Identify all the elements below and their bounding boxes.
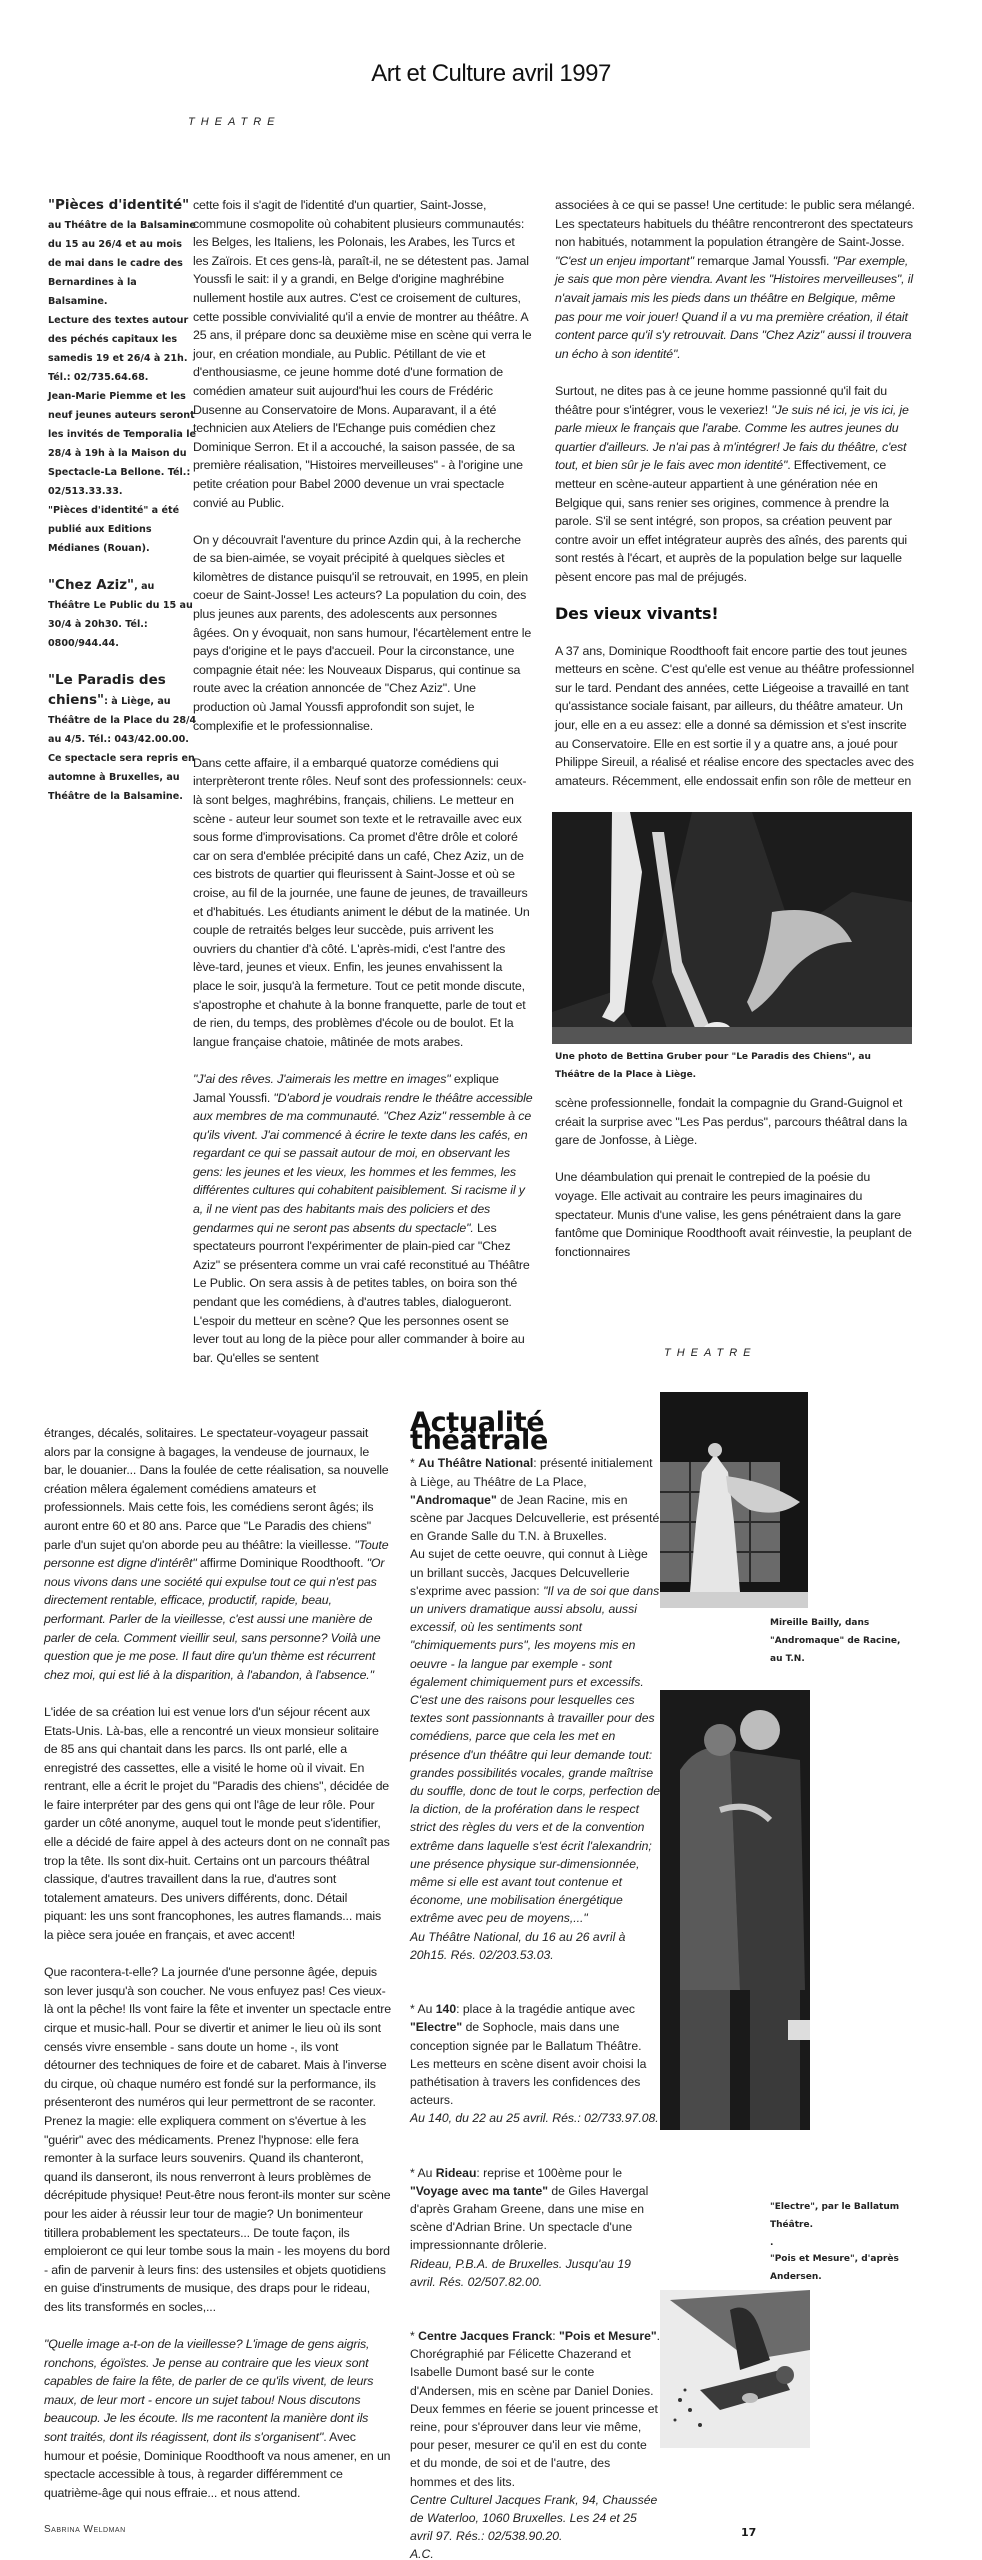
photo-andromaque [660, 1392, 808, 1608]
paragraph: Une déambulation qui prenait le contrepied de la poésie du voyage. Elle activait au contraire les peurs imaginaires du spectateur. Munis d'une valise, les gens pénétraient dans la gare fantôme que Dominique Roodthooft avait réinvestie, la peuplant de fonctionnaires [555, 1170, 912, 1259]
paragraph [193, 1070, 533, 1368]
text: : [552, 2328, 560, 2343]
text: . Avec humour et poésie, Dominique Roodthooft va nous amener, en un spectacle accessible à tous, à regarder différemment ce quatrième-âge qui nous effraie... et nous attend. [44, 2430, 391, 2500]
author-byline: Sabrina Weldman [44, 2524, 126, 2536]
venue-name: Au Théâtre National [418, 1456, 534, 1471]
text: : reprise et 100ème pour le [476, 2165, 623, 2180]
paragraph [44, 2335, 392, 2502]
text: : place à la tragédie antique avec [456, 2002, 635, 2017]
play-title: "Electre" [410, 2020, 463, 2035]
paragraph: L'idée de sa création lui est venue lors d'un séjour récent aux Etats-Unis. Là-bas, elle a rencontré un vieux monsieur solitaire de 85 ans qui chantait dans les parcs. Ils ont parlé, elle a enregistré des cassettes, elle a visité le home où il vivait. En rentrant, elle a écrit le projet du "Paradis des chiens", décidée de le faire interpréter par des gens qui ont l'âge de leur rôle. Pour garder un côté anonyme, auquel tout le monde peut s'identifier, elle a décidé de faire appel à des acteurs dont on ne connaît pas trop la tête. Ils sont dix-huit. Certains ont un parcours théâtral classique, d'autres travaillent dans la rue, d'autres sont totalement amateurs. Des univers différents, donc. Détail piquant: les uns sont francophones, les autres flamands... mais la pièce sera jouée en français, et avec accent! [44, 1704, 390, 1943]
text: remarque Jamal Youssfi. [693, 253, 833, 268]
sidebar-item-text: "Pièces d'identité" a été publié aux Editions Médianes (Rouan). [48, 505, 180, 554]
sidebar-practical-info [48, 196, 198, 824]
photo-two-women-floor-illustration [660, 2290, 810, 2448]
article-column-right [555, 196, 915, 809]
paragraph [555, 382, 915, 587]
paragraph: scène professionnelle, fondait la compagnie du Grand-Guignol et créait la surprise avec "Les Pas perdus", parcours théâtral dans la gare de Jonfosse, à Liège. [555, 1096, 908, 1148]
paragraph [555, 196, 915, 363]
play-title: "Pois et Mesure" [559, 2328, 657, 2343]
photo-caption-paradis: Une photo de Bettina Gruber pour "Le Paradis des Chiens", au Théâtre de la Place à Liège. [555, 1052, 871, 1080]
photo-caption-andromaque: Mireille Bailly, dans "Andromaque" de Racine, au T.N. [770, 1618, 901, 1664]
text: associées à ce qui se passe! Une certitude: le public sera mélangé. Les spectateurs habituels du théâtre rencontreront des spectateurs non habitués, notamment la population étrangère de Saint-Josse. [555, 198, 915, 250]
photo-caption-electre: "Electre", par le Ballatum Théâtre. [770, 2202, 900, 2230]
sidebar-item-text: au Théâtre de la Balsamine du 15 au 26/4 et au mois de mai dans le cadre des Bernardines à la Balsamine. [48, 220, 196, 307]
venue-name: Centre Jacques Franck [418, 2328, 553, 2343]
photo-two-actors-illustration [660, 1690, 810, 2130]
article-column-middle [193, 196, 533, 1386]
venue-name: Rideau [435, 2165, 477, 2180]
listing-info: Au 140, du 22 au 25 avril. Rés.: 02/733.97.08. [410, 2111, 659, 2126]
sidebar-item-pieces-identite [48, 196, 198, 558]
photo-paradis-des-chiens [552, 812, 912, 1044]
text: Surtout, ne dites pas à ce jeune homme passionné qu'il fait du théâtre pour s'intégrer, vous le vexeriez! [555, 383, 887, 417]
text: . Chorégraphié par Félicette Chazerand et Isabelle Dumont basé sur le conte d'Andersen, mis en scène par Daniel Donies. [410, 2328, 661, 2398]
photo-caption-pois-mesure: "Pois et Mesure", d'après Andersen. [770, 2254, 899, 2282]
paragraph: A 37 ans, Dominique Roodthooft fait encore partie des tout jeunes metteurs en scène. C'est qu'elle est venue au théâtre professionnel sur le tard. Pendant des années, cette Liégeoise a travaillé en tant qu'assistance sociale faisant, par ailleurs, du théâtre amateur. Un jour, elle en a eu assez: elle a donné sa démission et s'est inscrite au Conservatoire. Elle en est sortie il y a quatre ans, a joué pour Philippe Sireuil, a réalisé et réalise encore des spectacles avec des amateurs. Récemment, elle endossait enfin son rôle de metteur en [555, 643, 915, 788]
sidebar-item-title: "Le Paradis des chiens" [48, 672, 166, 708]
sidebar-item-text: : à Liège, au Théâtre de la Place du 28/4 au 4/5. Tél.: 043/42.00.00. Ce spectacle sera repris en automne à Bruxelles, au Théâtre de la Balsamine. [48, 696, 197, 802]
quote: "Or nous vivons dans une société qui expulse tout ce qui n'est pas directement rentable, efficace, productif, rapide, beau, performant. Parler de la vieillesse, c'est aussi une manière de parler de cela. Comment vieillir seul, sans personne? Voilà une question que je me pose. Il faut dire qu'un thème est récurrent chez moi, qui est lié à la disparition, à l'abandon, à l'absence." [44, 1556, 385, 1682]
sidebar-item-chez-aziz [48, 576, 198, 653]
quote: "Il va de soi que dans un univers dramatique aussi absolu, aussi excessif, où les sentiments sont "chimiquements purs", les moyens mis en oeuvre - la langue par exemple - sont également chimiquement purs et excessifs. C'est une des raisons pour lesquelles ces textes sont passionnants à travailler pour des comédiens, parce que cela les met en présence d'un théâtre qui leur demande tout: grandes possibilités vocales, grande maîtrise du souffle, donc de tout le corps, perfection de la diction, de la profération dans le respect strict des règles du vers et de la convention extrême dans laquelle s'est écrit l'alexandrin; une présence physique sur-dimensionnée, même si elle est avant tout contenue et économe, une mobilisation énergétique extrême avec peu de moyens,..." [410, 1583, 661, 1926]
text: Les spectateurs pourront l'expérimenter de plain-pied car "Chez Aziz" se présentera comme un vrai café reconstitué au Théâtre Le Public. On sera assis à de petites tables, on boira son thé pendant que les comédiens, à d'autres tables, dialogueront. L'espoir du metteur en scène? Que les personnes osent se lever tout au long de la pièce pour aller commander à boire au bar. Qu'elles se sentent [193, 1220, 530, 1365]
actualite-title: Actualité théâtrale [410, 1407, 548, 1457]
text: étranges, décalés, solitaires. Le spectateur-voyageur passait alors par la consigne à bagages, la vendeuse de journaux, le bar, le douanier... Dans la foulée de cette réalisation, sa nouvelle création mêlera également comédiens amateurs et professionnels. Mais cette fois, les comédiens seront âgés; ils auront entre 60 et 80 ans. Parce que "Le Paradis des chiens" parle d'un sujet qu'on aborde peu au théâtre: la vieillesse. [44, 1426, 389, 1552]
sidebar-item-title: "Pièces d'identité" [48, 197, 190, 213]
text: . Effectivement, ce metteur en scène-auteur appartient à une génération née en Belgique qui, sans renier ses origines, commence à prendre la parole. S'il se sent intégré, son propos, sa création peuvent par contre avoir un effet intégrateur auprès des aînés, des parents qui sont restés à l'écart, et auprès de la population belge sur laquelle pèsent encore pas mal de préjugés. [555, 458, 908, 584]
quote: "Je suis né ici, je vis ici, je parle mieux le français que l'arabe. Comme les autres jeunes du quartier d'ailleurs. Je n'ai pas à m'intégrer! Je fais du théâtre, c'est tout, et bien sûr je le fais avec mon identité" [555, 402, 909, 473]
quote: "Quelle image a-t-on de la vieillesse? L'image de gens aigris, ronchons, égoïstes. Je pense au contraire que les vieux sont capables de faire la fête, de parler de ce qu'ils vivent, de leurs maux, de leur mort - encore un sujet tabou! Nous discutons beaucoup. Je les écoute. Ils me racontent la manière dont ils sont traités, dont ils réagissent, dont ils s'organisent" [44, 2337, 374, 2445]
article-column-left-page2 [44, 1424, 392, 2540]
sidebar-item-paradis-chiens [48, 671, 198, 806]
sidebar-item-text: , au Théâtre Le Public du 15 au 30/4 à 20h30. Tél.: 0800/944.44. [48, 581, 193, 649]
section-label-theatre-page2: THEATRE [664, 1347, 757, 1359]
quote: "Par exemple, je sais que mon père viendra. Avant les "Histoires merveilleuses", il n'avait jamais mis les pieds dans un théâtre en Belgique, même pas pour me voir jouer! Quand il a vu ma première création, il était content parce qu'il s'y retrouvait. Dans "Chez Aziz" aussi il trouvera un écho à son identité". [555, 253, 913, 361]
paragraph: cette fois il s'agit de l'identité d'un quartier, Saint-Josse, commune cosmopolite où cohabitent plusieurs communautés: les Belges, les Italiens, les Polonais, les Arabes, les Turcs et les Zaïrois. Et ces gens-là, paraît-il, ne se détestent pas. Jamal Youssfi le sait: il y a grandi, en Belge d'origine maghrébine nullement hostile aux autres. C'est ce croisement de cultures, cette possible convivialité qu'il a envie de montrer au théâtre. A 25 ans, il prépare donc sa deuxième mise en scène qui verra le jour, en création mondiale, au Public. Pétillant de vie et d'enthousiasme, ce jeune homme doté d'une formation de comédien amateur suit aujourd'hui les cours de Frédéric Dusenne au Conservatoire de Mons. Auparavant, il a été technicien aux Ateliers de l'Echange puis comédien chez Dominique Serron. Et il a accouché, la saison passée, de sa première réalisation, "Histoires merveilleuses" - à l'origine une petite création pour Babel 2000 devenue un vrai spectacle convié au Public. [193, 198, 532, 510]
play-title: "Andromaque" [410, 1492, 497, 1507]
article-column-right-continued [555, 1094, 915, 1280]
caption-separator: . [770, 2238, 774, 2248]
photo-pois-et-mesure [660, 2290, 810, 2448]
listing-140: * Au 140: place à la tragédie antique avec "Electre" de Sophocle, mais dans une conception signée par le Ballatum Théâtre. Les metteurs en scène disent avoir choisi la pathétisation à travers les confidences des acteurs. Au 140, du 22 au 25 avril. Rés.: 02/733.97.08. [410, 2002, 659, 2126]
photo-legs-illustration [552, 812, 912, 1044]
actualite-theatrale-box [410, 1407, 661, 2560]
author-signature: A.C. [410, 2547, 434, 2560]
photo-woman-in-dress-illustration [660, 1392, 808, 1608]
subheading-des-vieux-vivants: Des vieux vivants! [555, 604, 719, 624]
listing-theatre-national: * Au Théâtre National: présenté initialement à Liège, au Théâtre de La Place, "Andromaque" de Jean Racine, mis en scène par Jacques Delcuvellerie, est présenté en Grande Salle du T.N. à Bruxelles. Au sujet de cette oeuvre, qui connut à Liège un brillant succès, Jacques Delcuvellerie s'exprime avec passion: "Il va de soi que dans un univers dramatique aussi absolu, aussi excessif, où les sentiments sont "chimiquements purs", les moyens mis en oeuvre - la langue par exemple - sont également chimiquement purs et excessifs. C'est une des raisons pour lesquelles ces textes sont passionnants à travailler pour des comédiens, parce que cela les met en présence d'un théâtre qui leur demande tout: grandes possibilités vocales, grande maîtrise du souffle, donc de tout le corps, perfection de la diction, de la profération dans le respect strict des règles du vers et de la convention extrême dans laquelle s'est écrit l'alexandrin; une présence physique sur-dimensionnée, même si elle est avant tout contenue et économe, une mobilisation énergétique extrême avec peu de moyens,..." Au Théâtre National, du 16 au 26 avril à 20h15. Rés. 02/203.53.03. [410, 1456, 661, 1962]
paragraph: On y découvrait l'aventure du prince Azdin qui, à la recherche de sa bien-aimée, se voyait précipité à quelques siècles et kilomètres de distance puisqu'il se retrouvait, en 1995, en plein coeur de Saint-Josse! Les acteurs? La population du coin, des plus jeunes aux parents, des adolescents aux personnes âgées. On y évoquait, non sans humour, l'écartèlement entre le pays d'origine et le pays d'accueil. Pour la circonstance, une compagnie était née: les Nouveaux Disparus, qui continue sa route avec la création annoncée de "Chez Aziz". Une production où Jamal Youssfi approfondit son sujet, le complexifie et le professionnalise. [193, 532, 532, 733]
text: explique Jamal Youssfi. [193, 1071, 499, 1105]
paragraph [44, 1424, 392, 1684]
text: de Sophocle, mais dans une conception signée par le Ballatum Théâtre. Les metteurs en scène disent avoir choisi la pathétisation à travers les confidences des acteurs. [410, 2020, 647, 2108]
text: affirme Dominique Roodthooft. [196, 1556, 367, 1571]
document-title: Art et Culture avril 1997 [371, 60, 611, 87]
listing-rideau: * Au Rideau: reprise et 100ème pour le "Voyage avec ma tante" de Giles Havergal d'après Graham Greene, dans une mise en scène d'Adrian Brine. Un spectacle d'une impressionnante drôlerie. Rideau, P.B.A. de Bruxelles. Jusqu'au 19 avril. Rés. 02/507.82.00. [410, 2165, 649, 2289]
text: Deux femmes en féerie se jouent princesse et reine, pour s'éprouver dans leur vie même, pour peser, mesurer ce qu'il en est du conte et du monde, de soi et de l'autre, des hommes et des lits. [410, 2401, 658, 2489]
listing-info: Au Théâtre National, du 16 au 26 avril à 20h15. Rés. 02/203.53.03. [410, 1929, 626, 1962]
text: Au [417, 2002, 436, 2017]
sidebar-item-title: "Chez Aziz" [48, 577, 135, 593]
listing-info: Rideau, P.B.A. de Bruxelles. Jusqu'au 19 avril. Rés. 02/507.82.00. [410, 2256, 631, 2289]
play-title: "Voyage avec ma tante" [410, 2183, 549, 2198]
text: Au sujet de cette oeuvre, qui connut à Liège un brillant succès, Jacques Delcuvellerie s'exprime avec passion: [410, 1547, 648, 1598]
page-number: 17 [741, 2526, 757, 2539]
quote: "J'ai des rêves. J'aimerais les mettre en images" [193, 1071, 451, 1086]
listing-centre-jacques-franck: * Centre Jacques Franck: "Pois et Mesure". Chorégraphié par Félicette Chazerand et Isabelle Dumont basé sur le conte d'Andersen, mis en scène par Daniel Donies. Deux femmes en féerie se jouent princesse et reine, pour s'éprouver dans leur vie même, pour peser, mesurer ce qu'il en est du conte et du monde, de soi et de l'autre, des hommes et des lits. Centre Culturel Jacques Frank, 94, Chaussée de Waterloo, 1060 Bruxelles. Les 24 et 25 avril 97. Rés.: 02/538.90.20. A.C. [410, 2328, 661, 2560]
sidebar-item-text: Jean-Marie Piemme et les neuf jeunes auteurs seront les invités de Temporalia le 28/4 à 19h à la Maison du Spectacle-La Bellone. Tél.: 02/513.33.33. [48, 391, 196, 497]
paragraph: Dans cette affaire, il a embarqué quatorze comédiens qui interprèteront trente rôles. Neuf sont des professionnels: ceux-là sont belges, maghrébins, français, chiliens. Le metteur en scène - auteur leur soumet son texte et le retravaille avec eux sous forme d'improvisations. Ca promet d'être drôle et coloré car on sera d'emblée précipité dans un café, Chez Aziz, un de ces bistrots de quartier qui fleurissent à Saint-Josse et où se croise, au fil de la journée, une faune de jeunes, de travailleurs et d'habitués. Les étudiants animent le début de la matinée. Un couple de retraités belges leur succède, puis arrivent les ouvriers du chantier d'à côté. L'après-midi, c'est l'antre des lève-tard, jeunes et vieux. Enfin, les jeunes envahissent la place le soir, jusqu'à la fermeture. Tout ce petit monde discute, s'apostrophe et chahute à la bonne franquette, parle de tout et de rien, du temps, des problèmes d'école ou de boulot. Et la langue française chatoie, mâtinée de mots arabes. [193, 755, 530, 1049]
quote: "D'abord je voudrais rendre le théâtre accessible aux membres de ma communauté. "Chez Aziz" ressemble à ce qu'ils vivent. J'ai commencé à écrire le texte dans les cafés, en regardant ce qui se passait autour de moi, en observant les gens: les jeunes et les vieux, les hommes et les femmes, les différentes cultures qui cohabitent paisiblement. Si racisme il y a, il ne vient pas des habitants mais des policiers et des gendarmes qui ne seront pas absents du spectacle". [193, 1090, 533, 1235]
section-label-theatre: THEATRE [188, 116, 281, 128]
text: de Jean Racine, mis en scène par Jacques Delcuvellerie, est présenté en Grande Salle du T.N. à Bruxelles. [410, 1492, 660, 1544]
photo-electre [660, 1690, 810, 2130]
text: Au [417, 2165, 436, 2180]
paragraph: Que racontera-t-elle? La journée d'une personne âgée, depuis son lever jusqu'à son coucher. Ne vous enfuyez pas! Ces vieux-là ont la pêche! Ils vont faire la fête et inventer un spectacle entre cirque et music-hall. Pour se divertir et animer le lieu où ils sont censés vivre ensemble - sans doute un home -, ils vont détourner des techniques de foire et de cabaret. Mais à l'inverse du cirque, où chaque numéro est fondé sur la performance, ils présenteront des numéros qui leur permettront de se raconter. Prenez la magie: elle expliquera comment on s'évertue à les "guérir" avec des médicaments. Prenez l'hypnose: elle fera remonter à la surface leurs souvenirs. Quand ils chanteront, quand ils danseront, ils nous renverront à leurs problèmes de décrépitude physique! Peut-être nous feront-ils monter sur scène pour les aider à réussir leur tour de magie? Un bonimenteur titillera probablement les spectateurs... De toute façon, ils emploieront ce qui leur tombe sous la main - les moyens du bord - afin de parvenir à leurs fins: des ustensiles et objets quotidiens en guise d'instruments de musique, des draps pour le rideau, des lits transformés en socles,... [44, 1965, 391, 2314]
quote: "C'est un enjeu important" [555, 253, 694, 268]
listing-info: Centre Culturel Jacques Frank, 94, Chaussée de Waterloo, 1060 Bruxelles. Les 24 et 25 avril 97. Rés.: 02/538.90.20. [410, 2492, 658, 2544]
sidebar-item-text: Lecture des textes autour des péchés capitaux les samedis 19 et 26/4 à 21h. Tél.: 02/735.64.68. [48, 315, 189, 383]
quote: "Toute personne est digne d'intérêt" [44, 1537, 389, 1571]
venue-name: 140 [435, 2002, 457, 2017]
text: de Giles Havergal d'après Graham Greene, dans une mise en scène d'Adrian Brine. Un spectacle d'une impressionnante drôlerie. [410, 2183, 649, 2253]
text: : présenté initialement à Liège, au Théâtre de La Place, [410, 1456, 653, 1489]
